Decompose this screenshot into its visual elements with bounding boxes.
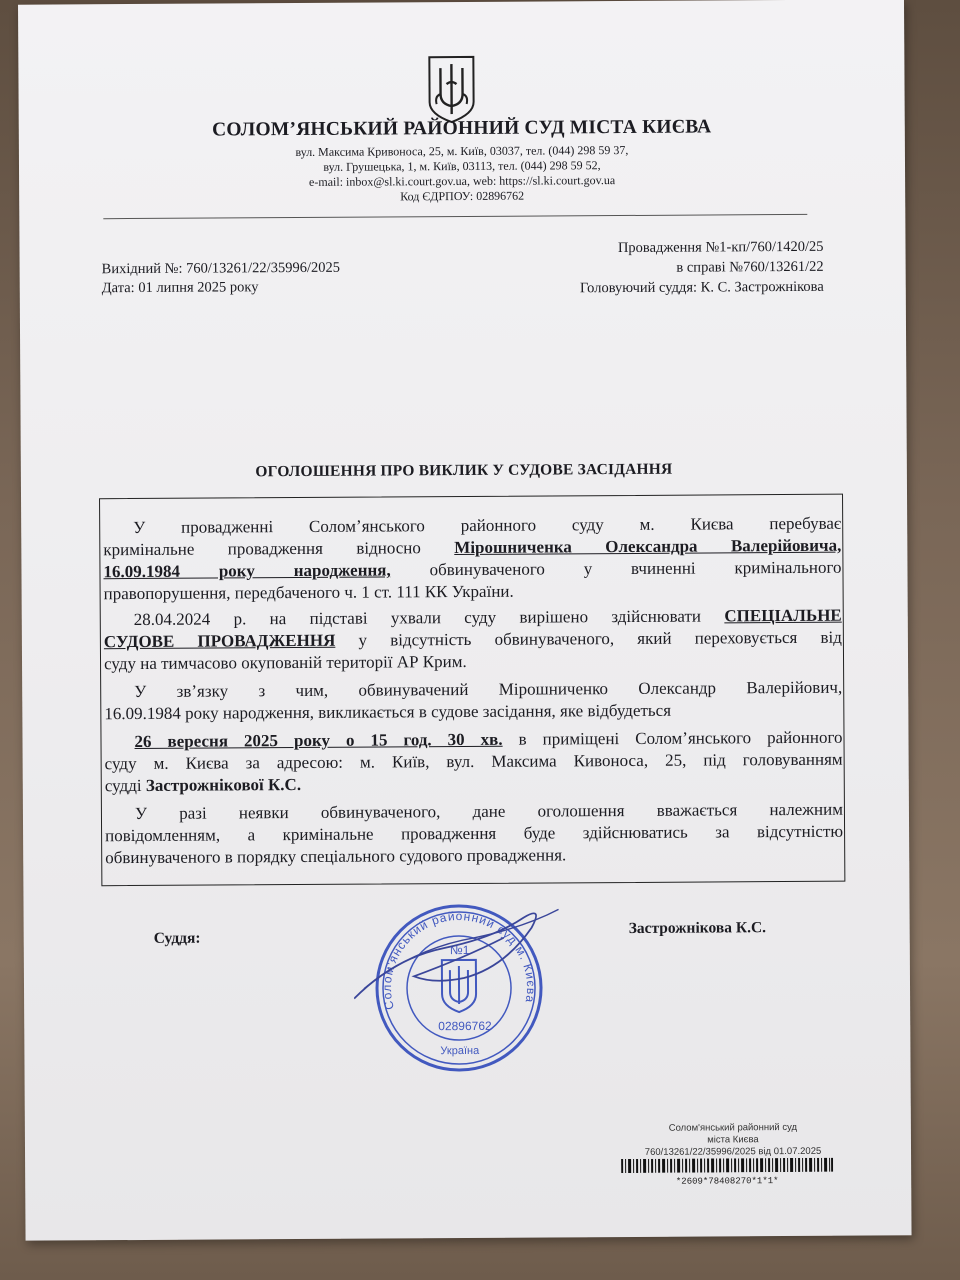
notice-line: судді Застрожнікової К.С.	[104, 774, 302, 796]
document-date: Дата: 01 липня 2025 року	[101, 279, 259, 297]
notice-line: У провадженні Солом’янського районного суду м. Києва перебуває	[133, 513, 842, 538]
notice-line: суду м. Києва за адресою: м. Київ, вул. Максима Кивоноса, 25, під головуванням	[104, 749, 843, 774]
notice-line: У зв’язку з чим, обвинувачений Мірошниченко Олександр Валерійович,	[134, 677, 843, 702]
hearing-datetime: 26 вересня 2025 року о 15 год. 30 хв.	[134, 729, 503, 752]
court-seal-stamp	[353, 887, 584, 1088]
seal-code: 02896762	[438, 1018, 492, 1034]
seal-country: Україна	[440, 1044, 480, 1058]
notice-line: 28.04.2024 р. на підставі ухвали суду вирішено здійснювати СПЕЦІАЛЬНЕ	[133, 605, 842, 630]
court-notice-document	[18, 0, 912, 1241]
footer-court-line2: міста Києва	[707, 1134, 759, 1146]
judge-signature-name: Застрожнікова К.С.	[628, 919, 767, 937]
defendant-birthdate: 16.09.1984 року народження,	[103, 560, 391, 582]
proceeding-number: Провадження №1-кп/760/1420/25	[617, 238, 824, 257]
footer-court-line1: Солом'янський районний суд	[668, 1121, 798, 1134]
notice-line: суду на тимчасово окупованій території АР Крим.	[103, 651, 467, 674]
barcode	[621, 1158, 833, 1173]
case-number: в справі №760/13261/22	[676, 258, 824, 276]
court-contacts: e-mail: inbox@sl.ki.court.gov.ua, web: https://sl.ki.court.gov.ua	[308, 173, 616, 189]
notice-line: обвинуваченого в порядку спеціального судового провадження.	[105, 845, 567, 868]
court-edrpou: Код ЄДРПОУ: 02896762	[400, 188, 525, 204]
judge-signature-label: Суддя:	[153, 929, 201, 947]
outgoing-number: Вихідний №: 760/13261/22/35996/2025	[101, 259, 341, 278]
special-proceeding: СУДОВЕ ПРОВАДЖЕННЯ	[103, 630, 336, 652]
barcode-number: *2609*78408270*1*1*	[675, 1176, 779, 1187]
notice-line: повідомленням, а кримінальне провадження буде здійснюватись за відсутністю	[105, 821, 844, 846]
notice-line: СУДОВЕ ПРОВАДЖЕННЯ у відсутність обвинуваченого, який переховується від	[103, 627, 842, 652]
trident-emblem-icon	[426, 54, 476, 124]
notice-line: 26 вересня 2025 року о 15 год. 30 хв. в приміщені Солом’янського районного	[134, 727, 843, 752]
footer-registration: 760/13261/22/35996/2025 від 01.07.2025	[644, 1145, 822, 1158]
court-address-1: вул. Максима Кривоноса, 25, м. Київ, 03037, тел. (044) 298 59 37,	[295, 142, 629, 160]
notice-line: 16.09.1984 року народження, обвинуваченого у вчиненні кримінального	[103, 557, 842, 582]
court-address-2: вул. Грушецька, 1, м. Київ, 03113, тел. (044) 298 59 52,	[323, 158, 601, 174]
notice-line: правопорушення, передбаченого ч. 1 ст. 111 КК України.	[103, 581, 514, 604]
seal-number: №1	[449, 942, 470, 958]
court-name: СОЛОМ’ЯНСЬКИЙ РАЙОННИЙ СУД МІСТА КИЄВА	[212, 116, 712, 141]
notice-line: У разі неявки обвинуваченого, дане оголошення вважається належним	[134, 799, 843, 824]
judge-name: Застрожнікової К.С.	[145, 774, 302, 795]
notice-title: ОГОЛОШЕННЯ ПРО ВИКЛИК У СУДОВЕ ЗАСІДАННЯ	[255, 460, 673, 481]
notice-line: кримінальне провадження відносно Мірошниченка Олександра Валерійовича,	[103, 535, 842, 560]
notice-line: 16.09.1984 року народження, викликається в судове засідання, яке відбудеться	[104, 700, 672, 724]
seal-text: Солом'янський районний суд м. Києва	[380, 909, 539, 1012]
header-divider	[103, 214, 807, 219]
defendant-name: Мірошниченка Олександра Валерійовича,	[454, 535, 842, 558]
presiding-judge: Головуючий суддя: К. С. Застрожнікова	[579, 278, 824, 297]
